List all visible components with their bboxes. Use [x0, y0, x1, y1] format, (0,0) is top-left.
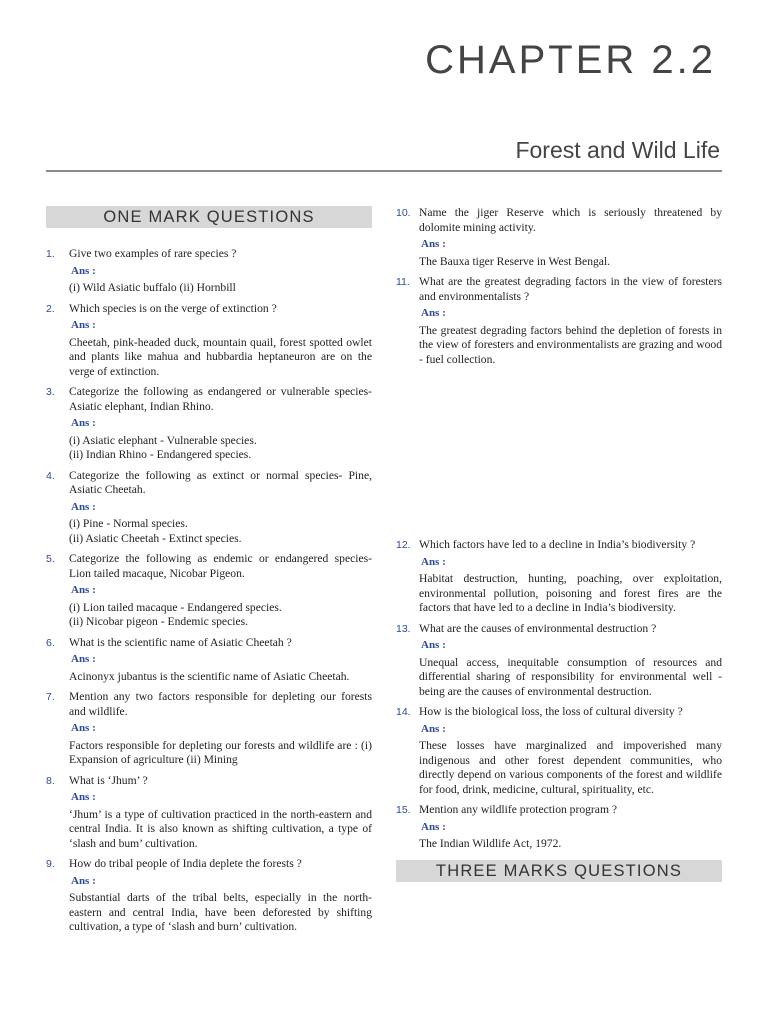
- question-item: [396, 206, 722, 269]
- answer-text: (i) Pine - Normal species. (ii) Asiatic Cheetah - Extinct species.: [69, 517, 242, 545]
- answer-text: Acinonyx jubantus is the scientific name of Asiatic Cheetah.: [69, 669, 350, 683]
- question-text: Which factors have led to a decline in India’s biodiversity ?: [419, 538, 696, 551]
- left-column: [46, 206, 372, 941]
- title-divider: [46, 170, 722, 172]
- question-number: 13.: [396, 622, 411, 635]
- question-number: 8.: [46, 774, 55, 787]
- question-number: 3.: [46, 386, 55, 398]
- question-item: [396, 622, 722, 700]
- answer-text: Substantial darts of the tribal belts, especially in the north-eastern and central India, have been deforested by shifting cultivation, a type of ‘slash and burn’ cultivation.: [69, 891, 372, 933]
- question-text: How is the biological loss, the loss of cultural diversity ?: [419, 705, 683, 718]
- answer-label: Ans :: [71, 874, 96, 887]
- answer-text: The Indian Wildlife Act, 1972.: [419, 837, 562, 850]
- question-item: [46, 774, 372, 852]
- question-item: [46, 857, 372, 935]
- answer-text: ‘Jhum’ is a type of cultivation practiced in the north-eastern and central India. It is also known as shifting cultivation, a type of ‘slash and bum’ cultivation.: [69, 807, 372, 850]
- answer-label: Ans :: [71, 319, 96, 331]
- question-number: 9.: [46, 858, 55, 870]
- question-item: [46, 690, 372, 768]
- blank-space: [396, 373, 722, 538]
- question-number: 11.: [396, 276, 410, 288]
- question-list-right-bottom: [396, 538, 722, 852]
- answer-text: The Bauxa tiger Reserve in West Bengal.: [419, 254, 611, 268]
- question-number: 1.: [46, 248, 55, 260]
- chapter-title: Forest and Wild Life: [515, 137, 720, 163]
- question-number: 14.: [396, 706, 411, 718]
- question-item: [396, 705, 722, 797]
- answer-label: Ans :: [71, 722, 96, 734]
- question-number: 2.: [46, 302, 55, 315]
- question-number: 4.: [46, 469, 55, 482]
- answer-label: Ans :: [421, 639, 446, 651]
- answer-label: Ans :: [71, 264, 96, 277]
- answer-text: Unequal access, inequitable consumption of resources and differential sharing of responsibility for environmental well - being are the causes of environmental destruction.: [419, 655, 722, 698]
- question-list-left: [46, 247, 372, 935]
- answer-label: Ans :: [421, 238, 446, 250]
- answer-label: Ans :: [71, 791, 96, 803]
- answer-label: Ans :: [71, 417, 96, 429]
- question-number: 5.: [46, 553, 55, 565]
- answer-label: Ans :: [71, 500, 96, 513]
- section-heading-three-marks: THREE MARKS QUESTIONS: [396, 860, 722, 882]
- question-item: [396, 803, 722, 852]
- question-item: [46, 385, 372, 463]
- question-text: Categorize the following as endangered or vulnerable species- Asiatic elephant, Indian Rhino.: [69, 385, 372, 413]
- question-item: [46, 247, 372, 296]
- question-list-right-top: [396, 206, 722, 367]
- question-text: What is the scientific name of Asiatic Cheetah ?: [69, 635, 292, 649]
- question-item: [396, 538, 722, 616]
- answer-text: (i) Asiatic elephant - Vulnerable species. (ii) Indian Rhino - Endangered species.: [69, 433, 257, 461]
- answer-text: These losses have marginalized and impoverished many indigenous and other forest dependent communities, who directly depend on various components of the forest and wildlife for food, drink, medicine, cultural, spirituality, etc.: [419, 739, 722, 796]
- answer-label: Ans :: [71, 584, 96, 596]
- question-text: What is ‘Jhum’ ?: [69, 773, 148, 787]
- question-text: Name the jiger Reserve which is seriously threatened by dolomite mining activity.: [419, 206, 722, 234]
- answer-text: Cheetah, pink-headed duck, mountain quail, forest spotted owlet and plants like mahua and hubbardia heptaneuron are on the verge of extinction.: [69, 335, 372, 378]
- question-number: 10.: [396, 207, 411, 219]
- answer-label: Ans :: [421, 307, 446, 319]
- question-text: Categorize the following as endemic or endangered species- Lion tailed macaque, Nicobar Pigeon.: [69, 552, 372, 580]
- question-number: 7.: [46, 691, 55, 703]
- answer-text: Factors responsible for depleting our forests and wildlife are : (i) Expansion of agriculture (ii) Mining: [69, 738, 372, 766]
- chapter-heading: CHAPTER 2.2: [425, 38, 716, 82]
- question-text: How do tribal people of India deplete the forests ?: [69, 857, 302, 870]
- section-heading-one-mark: ONE MARK QUESTIONS: [46, 206, 372, 228]
- question-text: Categorize the following as extinct or normal species- Pine, Asiatic Cheetah.: [69, 468, 372, 496]
- answer-label: Ans :: [421, 820, 446, 833]
- answer-text: (i) Wild Asiatic buffalo (ii) Hornbill: [69, 281, 236, 294]
- question-number: 12.: [396, 539, 411, 551]
- question-item: [46, 302, 372, 380]
- right-column: [396, 206, 722, 882]
- answer-label: Ans :: [71, 653, 96, 665]
- question-text: Which species is on the verge of extinction ?: [69, 301, 277, 315]
- question-number: 6.: [46, 636, 55, 649]
- question-text: Mention any wildlife protection program ?: [419, 803, 618, 816]
- question-text: What are the greatest degrading factors in the view of foresters and environmentalists ?: [419, 275, 722, 303]
- question-item: [46, 469, 372, 547]
- question-text: What are the causes of environmental destruction ?: [419, 621, 657, 635]
- question-text: Give two examples of rare species ?: [69, 247, 237, 260]
- question-item: [46, 552, 372, 630]
- answer-text: (i) Lion tailed macaque - Endangered species. (ii) Nicobar pigeon - Endemic species.: [69, 600, 282, 628]
- answer-text: Habitat destruction, hunting, poaching, over exploitation, environmental pollution, poisoning and forest fires are the factors that have led to a decline in India’s biodiversity.: [419, 572, 722, 614]
- question-item: [396, 275, 722, 367]
- question-number: 15.: [396, 804, 411, 816]
- answer-text: The greatest degrading factors behind the depletion of forests in the view of foresters and environmentalists are grazing and wood - fuel collection.: [419, 323, 722, 366]
- answer-label: Ans :: [421, 722, 446, 735]
- question-item: [46, 636, 372, 685]
- question-text: Mention any two factors responsible for depleting our forests and wildlife.: [69, 690, 372, 718]
- answer-label: Ans :: [421, 555, 446, 568]
